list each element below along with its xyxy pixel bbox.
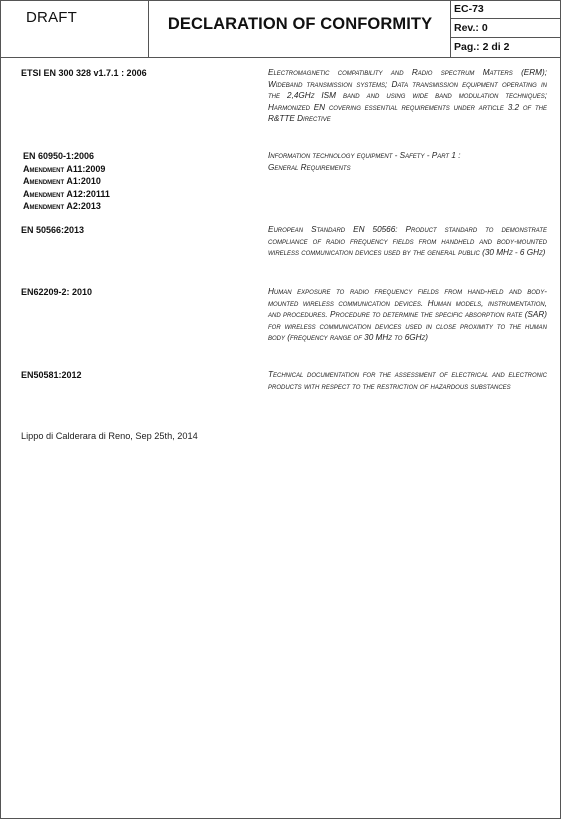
- revision: Rev.: 0: [454, 22, 488, 34]
- draft-label: DRAFT: [26, 9, 77, 26]
- standard-name-line: Amendment A2:2013: [23, 201, 101, 212]
- standard-name-line: Amendment A11:2009: [23, 163, 106, 174]
- standard-name: [23, 150, 253, 213]
- header-title-cell: [149, 1, 451, 57]
- standard-name: [21, 224, 251, 237]
- standard-name-line: Amendment A12:20111: [23, 188, 110, 199]
- standard-description: Information technology equipment - Safety - Part 1 : General Requirements: [268, 151, 461, 172]
- page-number: Pag.: 2 di 2: [454, 41, 510, 53]
- doc-code: EC-73: [454, 3, 484, 15]
- document-title: DECLARATION OF CONFORMITY: [167, 15, 433, 33]
- standard-name-line: EN50581:2012: [21, 370, 82, 380]
- standard-description: Human exposure to radio frequency fields from hand-held and body-mounted wireless communication devices. Human models, instrumentation, and procedures. Procedure to determine the specific absorption rate (SAR) for wireless communication devices used in close proximity to the human body (frequency range of 30 MHz to 6GHz): [268, 287, 547, 342]
- standard-name-line: Amendment A1:2010: [23, 176, 101, 187]
- header-table: [1, 1, 560, 58]
- standard-name-line: EN 60950-1:2006: [23, 151, 95, 161]
- standard-description: Technical documentation for the assessment of electrical and electronic products with respect to the restriction of hazardous substances: [268, 370, 547, 391]
- standard-description: Electromagnetic compatibility and Radio spectrum Matters (ERM); Wideband transmission systems; Data transmission equipment operating in the 2,4GHz ISM band and using wide band modulation techniques; Harmonized EN covering essential requirements under article 3.2 of the R&TTE Directive: [268, 68, 547, 123]
- header-meta-cell: [451, 1, 560, 57]
- meta-divider: [451, 18, 560, 19]
- place-date: Lippo di Calderara di Reno, Sep 25th, 2014: [21, 431, 198, 441]
- standard-name: [21, 286, 251, 299]
- meta-divider: [451, 37, 560, 38]
- standard-description: European Standard EN 50566: Product standard to demonstrate compliance of radio frequency fields from handheld and body-mounted wireless communication devices used by the general public (30 MHz - 6 GHz): [268, 225, 547, 257]
- standard-name-line: EN 50566:2013: [21, 225, 85, 235]
- standard-name: [21, 369, 251, 382]
- standard-name: [21, 67, 251, 80]
- header-draft-cell: [1, 1, 149, 57]
- standard-name-line: EN62209-2: 2010: [21, 287, 93, 297]
- standard-name-line: ETSI EN 300 328 v1.7.1 : 2006: [21, 68, 147, 78]
